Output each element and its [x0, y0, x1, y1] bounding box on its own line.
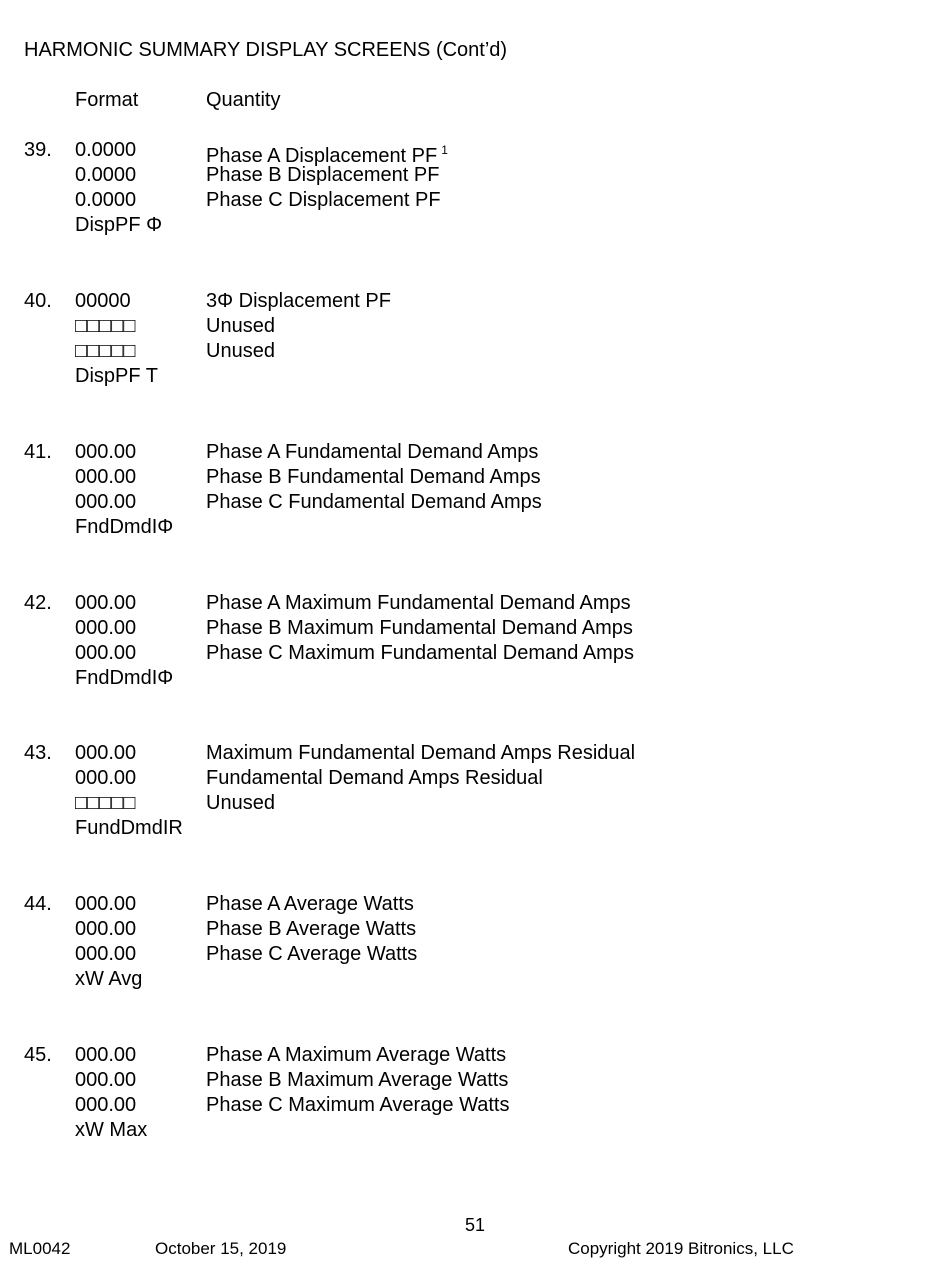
format-value: 000.00 [75, 491, 137, 513]
format-value: 000.00 [75, 466, 137, 488]
screen-number: 41. [24, 441, 52, 463]
screen-label: FndDmdIΦ [75, 667, 174, 689]
quantity-label: Phase C Maximum Fundamental Demand Amps [206, 642, 634, 664]
format-value: 000.00 [75, 943, 137, 965]
format-value: 000.00 [75, 1094, 137, 1116]
format-value: 000.00 [75, 617, 137, 639]
format-value: 000.00 [75, 592, 137, 614]
format-value: 000.00 [75, 1044, 137, 1066]
quantity-label: Phase A Maximum Average Watts [206, 1044, 507, 1066]
quantity-label: Maximum Fundamental Demand Amps Residual [206, 742, 636, 764]
screen-number: 45. [24, 1044, 52, 1066]
quantity-label: 3Φ Displacement PF [206, 290, 391, 312]
quantity-label: Unused [206, 792, 275, 814]
format-value: 0.0000 [75, 164, 137, 186]
format-value: □□□□□ [75, 340, 136, 362]
quantity-label: Phase C Fundamental Demand Amps [206, 491, 542, 513]
quantity-label: Phase C Displacement PF [206, 189, 441, 211]
quantity-label: Phase C Average Watts [206, 943, 418, 965]
quantity-label: Phase B Average Watts [206, 918, 417, 940]
screen-label: DispPF Φ [75, 214, 163, 236]
quantity-label: Unused [206, 340, 275, 362]
screen-label: FndDmdIΦ [75, 516, 174, 538]
screen-label: FundDmdIR [75, 817, 183, 839]
quantity-label: Phase A Maximum Fundamental Demand Amps [206, 592, 631, 614]
footnote-marker: 1 [441, 143, 448, 157]
quantity-column-header: Quantity [206, 89, 281, 111]
screen-entry-40 [0, 289, 950, 399]
page-title: HARMONIC SUMMARY DISPLAY SCREENS (Cont’d) [24, 39, 508, 61]
screen-label: xW Max [75, 1119, 148, 1141]
screen-number: 44. [24, 893, 52, 915]
screen-number: 42. [24, 592, 52, 614]
quantity-label: Phase B Displacement PF [206, 164, 440, 186]
screen-entry-42 [0, 591, 950, 701]
quantity-label: Phase B Maximum Fundamental Demand Amps [206, 617, 633, 639]
format-value: □□□□□ [75, 792, 136, 814]
format-value: □□□□□ [75, 315, 136, 337]
quantity-label: Phase A Fundamental Demand Amps [206, 441, 539, 463]
screen-entry-43 [0, 741, 950, 851]
screen-entry-44 [0, 892, 950, 1002]
quantity-label: Unused [206, 315, 275, 337]
format-value: 000.00 [75, 893, 137, 915]
format-value: 000.00 [75, 1069, 137, 1091]
screen-entry-41 [0, 440, 950, 550]
format-value: 0.0000 [75, 139, 137, 161]
document-date: October 15, 2019 [155, 1239, 287, 1258]
screen-number: 39. [24, 139, 52, 161]
format-value: 0.0000 [75, 189, 137, 211]
screen-entry-45 [0, 1043, 950, 1153]
screen-number: 40. [24, 290, 52, 312]
format-value: 000.00 [75, 918, 137, 940]
quantity-label: Phase B Fundamental Demand Amps [206, 466, 541, 488]
quantity-label: Phase A Displacement PF $^1$ [206, 143, 448, 167]
format-value: 000.00 [75, 441, 137, 463]
screen-number: 43. [24, 742, 52, 764]
screen-label: xW Avg [75, 968, 143, 990]
format-value: 000.00 [75, 767, 137, 789]
page-number: 51 [464, 1215, 486, 1235]
quantity-label: Fundamental Demand Amps Residual [206, 767, 543, 789]
format-column-header: Format [75, 89, 139, 111]
document-id: ML0042 [9, 1239, 71, 1258]
quantity-label: Phase A Average Watts [206, 893, 414, 915]
quantity-label: Phase C Maximum Average Watts [206, 1094, 510, 1116]
screen-entry-39 [0, 138, 950, 248]
format-value: 000.00 [75, 642, 137, 664]
format-value: 000.00 [75, 742, 137, 764]
copyright-notice: Copyright 2019 Bitronics, LLC [568, 1239, 794, 1258]
screen-label: DispPF T [75, 365, 158, 387]
quantity-label: Phase B Maximum Average Watts [206, 1069, 509, 1091]
format-value: 00000 [75, 290, 131, 312]
